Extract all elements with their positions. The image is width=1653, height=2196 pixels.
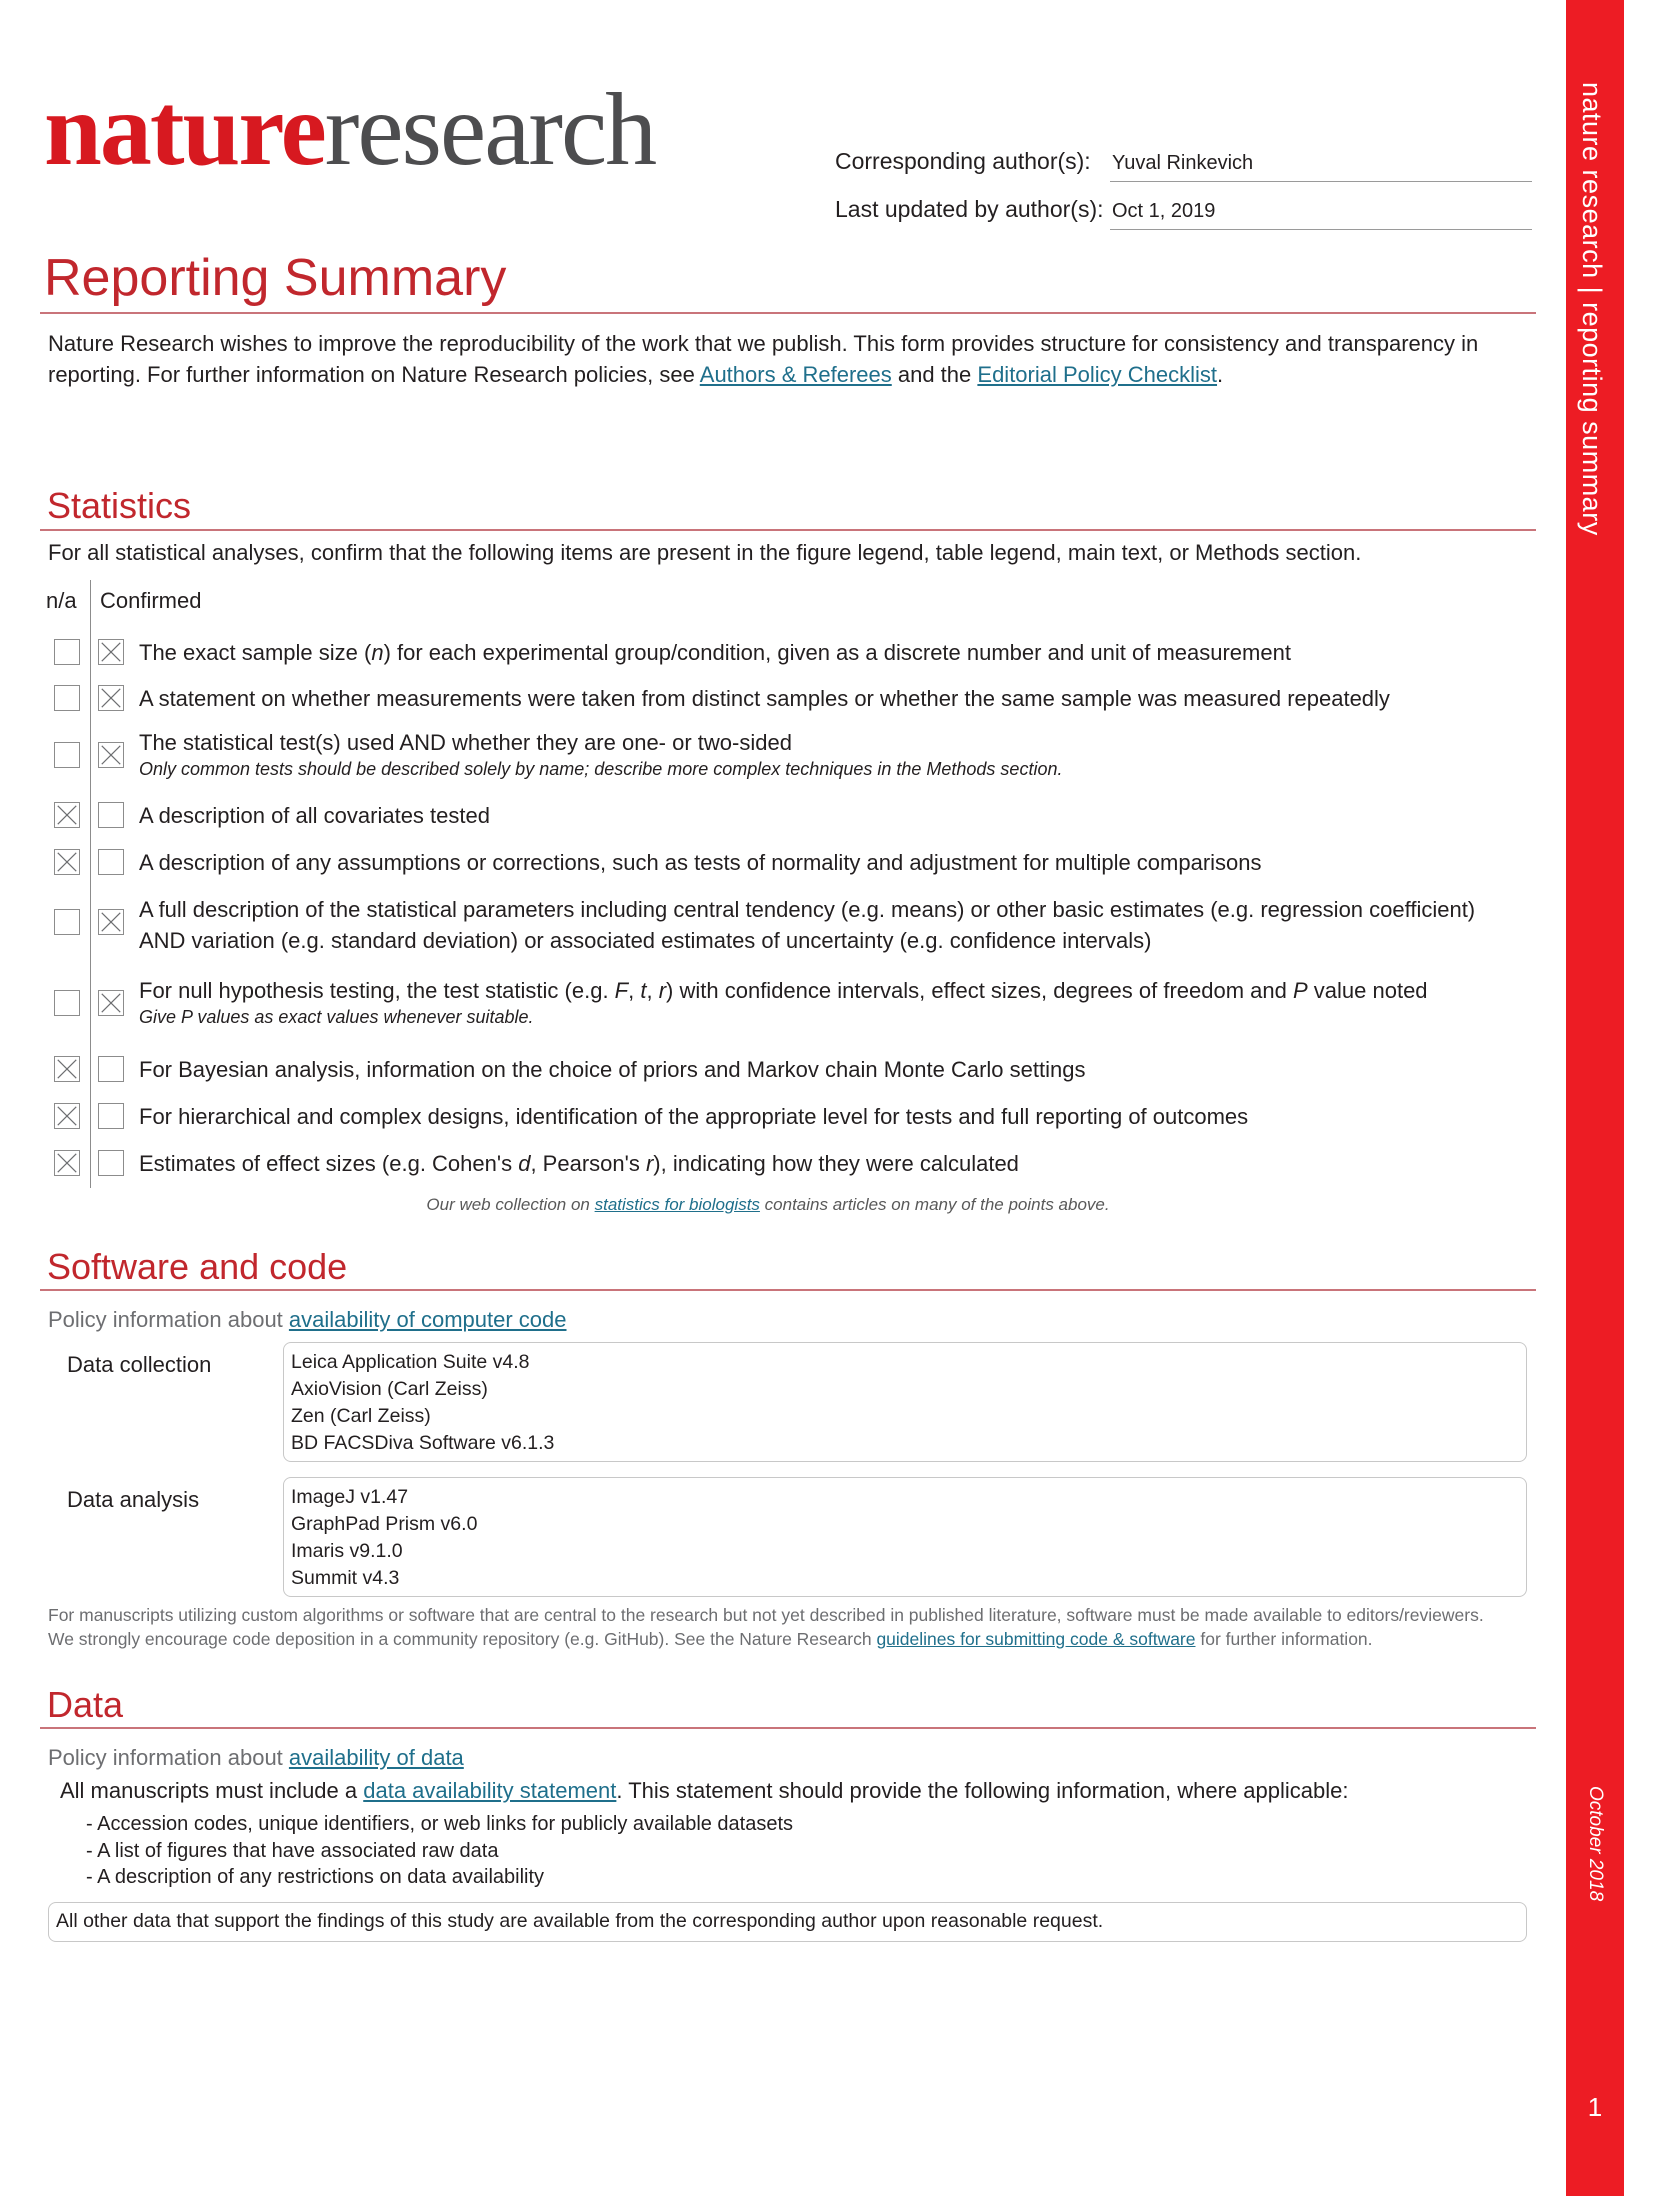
confirmed-checkbox[interactable]	[98, 742, 124, 768]
logo-nature: nature	[44, 72, 325, 187]
software-note-line1: For manuscripts utilizing custom algorithms or software that are central to the research but not yet described in published literature, software must be made available to editors/reviewers.	[48, 1605, 1484, 1625]
data-analysis-line: ImageJ v1.47	[291, 1486, 409, 1508]
data-collection-field[interactable]	[283, 1342, 1527, 1462]
confirmed-checkbox[interactable]	[98, 990, 124, 1016]
data-availability-field[interactable]: All other data that support the findings of this study are available from the corresponding author upon reasonable request.	[48, 1902, 1527, 1942]
software-note	[48, 1603, 1484, 1651]
data-policy-link[interactable]: availability of data	[288, 1745, 464, 1770]
statistics-rule	[40, 529, 1536, 531]
corresponding-author-label: Corresponding author(s):	[835, 148, 1091, 174]
data-rule	[40, 1727, 1536, 1729]
confirmed-checkbox[interactable]	[98, 802, 124, 828]
code-guidelines-link[interactable]: guidelines for submitting code & software	[876, 1629, 1196, 1649]
checklist-item-label: A description of any assumptions or corrections, such as tests of normality and adjustment for multiple comparisons	[139, 850, 1262, 875]
data-collection-line: Leica Application Suite v4.8	[291, 1351, 530, 1373]
checklist-item-label-continued: AND variation (e.g. standard deviation) or associated estimates of uncertainty (e.g. confidence intervals)	[139, 928, 1152, 953]
confirmed-checkbox[interactable]	[98, 1056, 124, 1082]
data-collection-label: Data collection	[67, 1352, 212, 1377]
na-checkbox[interactable]	[54, 639, 80, 665]
list-item: - A list of figures that have associated raw data	[86, 1839, 499, 1862]
list-item: - A description of any restrictions on data availability	[86, 1866, 545, 1888]
checklist-item-text	[139, 847, 1262, 878]
checklist-item-label: Estimates of effect sizes (e.g. Cohen's d, Pearson's r), indicating how they were calculated	[139, 1151, 1019, 1176]
software-rule	[40, 1289, 1536, 1291]
computer-code-policy-link[interactable]: availability of computer code	[288, 1307, 567, 1332]
page-number: 1	[1587, 2092, 1603, 2122]
checklist-item-text	[139, 1101, 1248, 1132]
checklist-item-label: For null hypothesis testing, the test statistic (e.g. F, t, r) with confidence intervals, effect sizes, degrees of freedom and P value noted	[139, 978, 1428, 1003]
sidebar-title: nature research | reporting summary	[1577, 82, 1607, 536]
checklist-item-text	[139, 1148, 1019, 1179]
checklist-item-label: A statement on whether measurements were taken from distinct samples or whether the same sample was measured repeatedly	[139, 686, 1390, 711]
data-analysis-label: Data analysis	[67, 1487, 200, 1512]
checklist-item-text	[139, 1054, 1085, 1085]
checklist-item-text	[139, 800, 490, 831]
confirmed-column-header: Confirmed	[100, 588, 202, 613]
na-checkbox[interactable]	[54, 909, 80, 935]
software-heading: Software and code	[47, 1246, 348, 1287]
confirmed-checkbox[interactable]	[98, 1103, 124, 1129]
list-item: - Accession codes, unique identifiers, or web links for publicly available datasets	[86, 1813, 794, 1835]
authors-referees-link[interactable]: Authors & Referees	[699, 362, 892, 387]
checklist-item-label: A description of all covariates tested	[139, 803, 490, 828]
statistics-footer-note: Our web collection on statistics for biologists contains articles on many of the points above.	[426, 1195, 1110, 1214]
na-column-header: n/a	[46, 588, 77, 613]
data-analysis-line: GraphPad Prism v6.0	[291, 1513, 478, 1535]
na-checkbox[interactable]	[54, 849, 80, 875]
confirmed-checkbox[interactable]	[98, 1150, 124, 1176]
data-statement-instruction: All manuscripts must include a data availability statement. This statement should provide the following information, where applicable:	[60, 1778, 1349, 1803]
data-analysis-field[interactable]	[283, 1477, 1527, 1597]
data-collection-line: Zen (Carl Zeiss)	[291, 1405, 431, 1427]
logo-research: research	[324, 72, 656, 187]
na-checkbox[interactable]	[54, 685, 80, 711]
confirmed-checkbox[interactable]	[98, 909, 124, 935]
checklist-item-label: The exact sample size (n) for each experimental group/condition, given as a discrete number and unit of measurement	[139, 640, 1291, 665]
checklist-item-note: Give P values as exact values whenever suitable.	[139, 1007, 534, 1027]
intro-paragraph: Nature Research wishes to improve the reproducibility of the work that we publish. This form provides structure for consistency and transparency in reporting. For further information on Nature Research policies, see Authors & Referees and the Editorial Policy Checklist.	[48, 331, 1479, 387]
data-requirements-list	[86, 1811, 793, 1891]
checklist-item-label: For Bayesian analysis, information on the choice of priors and Markov chain Monte Carlo settings	[139, 1057, 1086, 1082]
checklist-item-text	[139, 975, 1428, 1028]
na-checkbox[interactable]	[54, 742, 80, 768]
data-collection-line: AxioVision (Carl Zeiss)	[291, 1378, 488, 1400]
checklist-item-label: A full description of the statistical parameters including central tendency (e.g. means) or other basic estimates (e.g. regression coefficient)	[139, 897, 1476, 922]
checklist-item-label: For hierarchical and complex designs, identification of the appropriate level for tests and full reporting of outcomes	[139, 1104, 1249, 1129]
software-note-line2: We strongly encourage code deposition in a community repository (e.g. GitHub). See the Nature Research guidelines for submitting code & software for further information.	[48, 1629, 1373, 1649]
checklist-divider	[90, 580, 91, 1188]
checklist-item-text	[139, 683, 1390, 714]
confirmed-checkbox[interactable]	[98, 849, 124, 875]
statistics-instruction: For all statistical analyses, confirm that the following items are present in the figure legend, table legend, main text, or Methods section.	[48, 540, 1362, 565]
confirmed-checkbox[interactable]	[98, 685, 124, 711]
checklist-item-text	[139, 894, 1475, 956]
last-updated-label: Last updated by author(s):	[835, 196, 1104, 222]
na-checkbox[interactable]	[54, 1056, 80, 1082]
last-updated-field[interactable]: Oct 1, 2019	[1110, 196, 1532, 230]
data-availability-statement-link[interactable]: data availability statement	[363, 1778, 617, 1803]
software-policy: Policy information about availability of computer code	[48, 1307, 567, 1332]
data-analysis-line: Imaris v9.1.0	[291, 1540, 403, 1562]
data-heading: Data	[47, 1684, 124, 1725]
confirmed-checkbox[interactable]	[98, 639, 124, 665]
statistics-heading: Statistics	[47, 485, 192, 526]
checklist-item-text	[139, 637, 1291, 668]
na-checkbox[interactable]	[54, 1150, 80, 1176]
sidebar-date: October 2018	[1585, 1786, 1606, 1902]
page-title: Reporting Summary	[44, 249, 507, 307]
nature-research-logo	[44, 72, 656, 187]
title-rule	[40, 312, 1536, 314]
na-checkbox[interactable]	[54, 990, 80, 1016]
data-analysis-line: Summit v4.3	[291, 1567, 400, 1589]
checklist-item-label: The statistical test(s) used AND whether they are one- or two-sided	[139, 730, 792, 755]
na-checkbox[interactable]	[54, 1103, 80, 1129]
checklist-item-text	[139, 727, 1062, 780]
editorial-policy-link[interactable]: Editorial Policy Checklist	[977, 362, 1218, 387]
checklist-item-note: Only common tests should be described solely by name; describe more complex techniques in the Methods section.	[139, 759, 1063, 779]
statistics-for-biologists-link[interactable]: statistics for biologists	[594, 1195, 760, 1214]
data-policy: Policy information about availability of data	[48, 1745, 464, 1770]
na-checkbox[interactable]	[54, 802, 80, 828]
corresponding-author-field[interactable]: Yuval Rinkevich	[1110, 148, 1532, 182]
red-sidebar	[1566, 0, 1624, 2196]
data-collection-line: BD FACSDiva Software v6.1.3	[291, 1432, 555, 1454]
